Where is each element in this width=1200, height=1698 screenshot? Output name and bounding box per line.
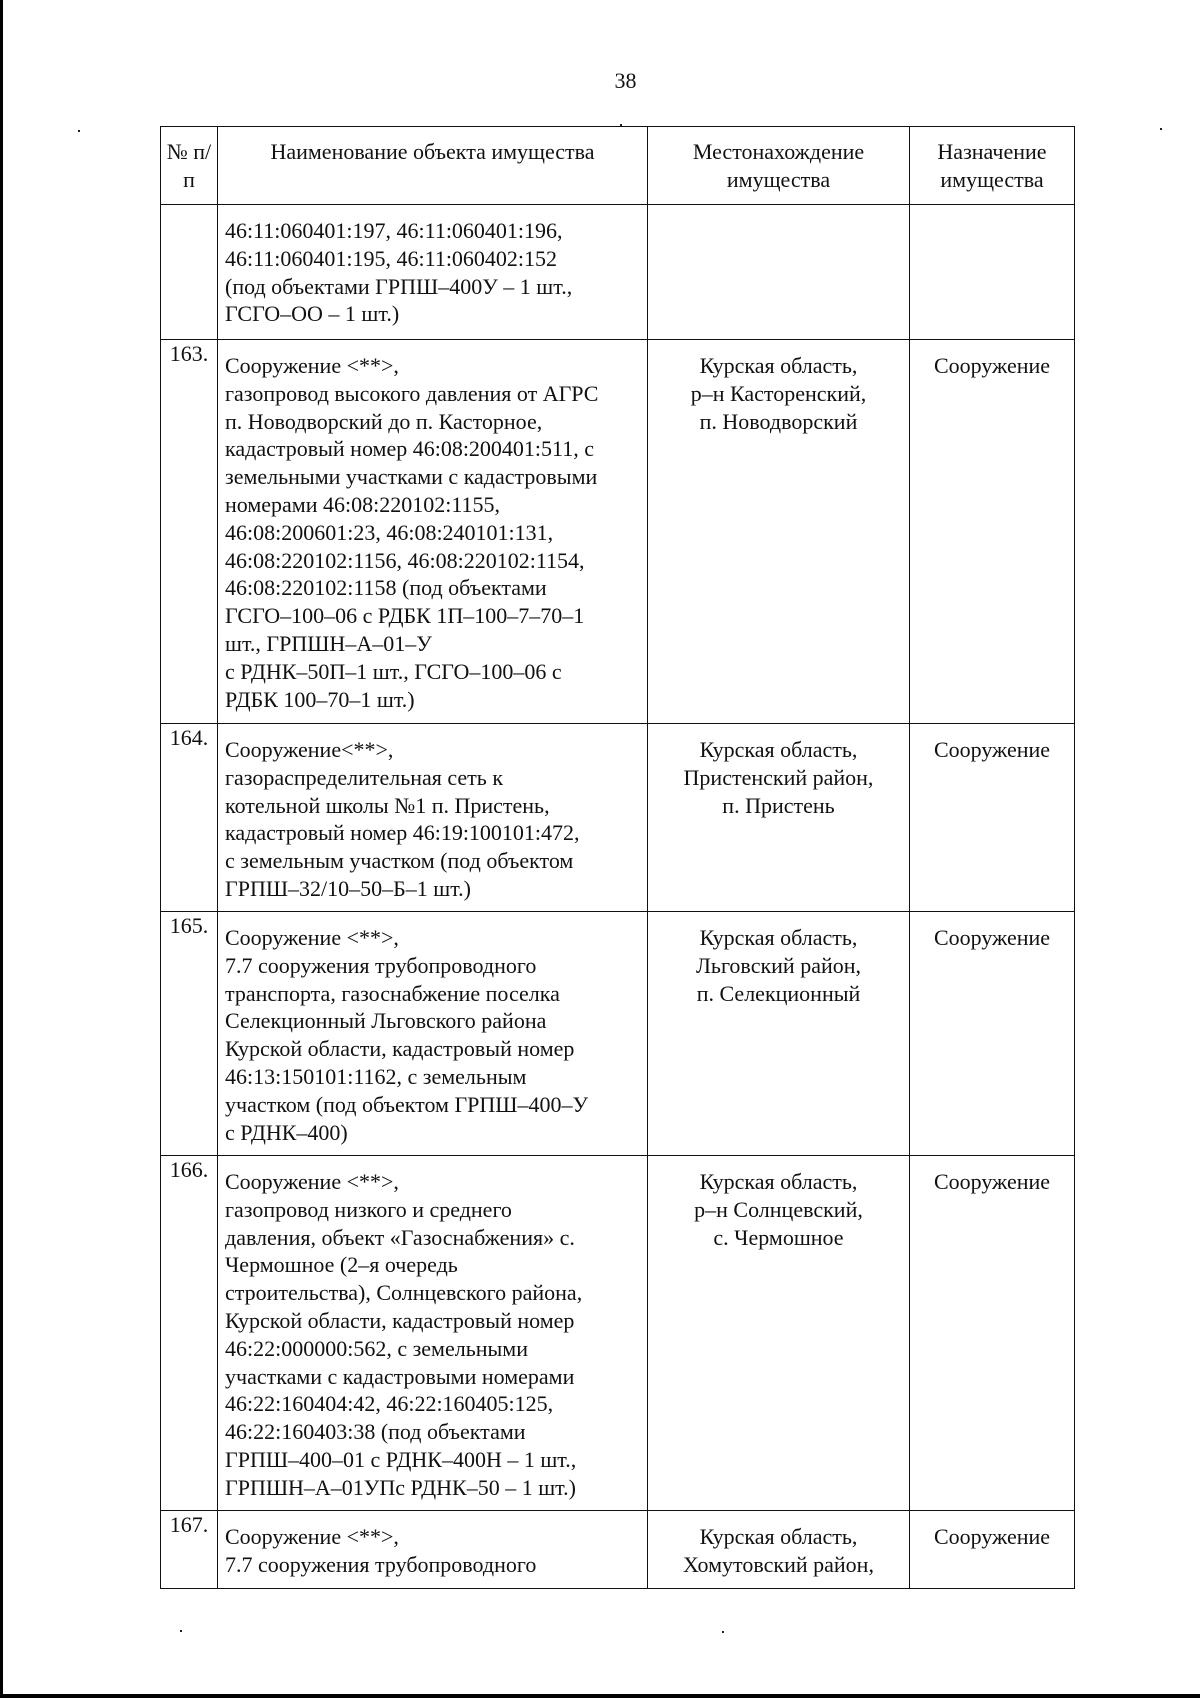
property-table bbox=[160, 126, 1075, 1589]
row-number: 163. bbox=[161, 340, 218, 724]
header-num: № п/п bbox=[161, 127, 218, 205]
object-purpose bbox=[910, 205, 1075, 340]
header-purpose: Назначение имущества bbox=[910, 127, 1075, 205]
object-name: 46:11:060401:197, 46:11:060401:196, 46:11:060401:195, 46:11:060402:152 (под объектами ГРПШ–400У – 1 шт., ГСГО–ОО – 1 шт.) bbox=[218, 205, 648, 340]
object-location: Курская область, Хомутовский район, bbox=[648, 1511, 910, 1589]
scan-speck bbox=[78, 130, 80, 132]
table-row bbox=[161, 1511, 1075, 1589]
row-number bbox=[161, 205, 218, 340]
scan-edge-left bbox=[0, 0, 3, 1698]
table-header-row bbox=[161, 127, 1075, 205]
table-row bbox=[161, 340, 1075, 724]
table-row bbox=[161, 724, 1075, 912]
page-number: 38 bbox=[614, 68, 637, 93]
scan-speck bbox=[722, 1631, 724, 1633]
object-location: Курская область, Льговский район, п. Селекционный bbox=[648, 912, 910, 1156]
row-number: 164. bbox=[161, 724, 218, 912]
row-number: 166. bbox=[161, 1156, 218, 1511]
object-name: Сооружение <**>, 7.7 сооружения трубопроводного bbox=[218, 1511, 648, 1589]
header-name: Наименование объекта имущества bbox=[218, 127, 648, 205]
header-location: Местонахождение имущества bbox=[648, 127, 910, 205]
row-number: 167. bbox=[161, 1511, 218, 1589]
object-purpose: Сооружение bbox=[910, 340, 1075, 724]
table-row bbox=[161, 1156, 1075, 1511]
table-row bbox=[161, 205, 1075, 340]
object-name: Сооружение <**>, 7.7 сооружения трубопроводного транспорта, газоснабжение поселка Селекционный Льговского района Курской области, кадастровый номер 46:13:150101:1162, с земельным участком (под объектом ГРПШ–400–У с РДНК–400) bbox=[218, 912, 648, 1156]
table-row bbox=[161, 912, 1075, 1156]
object-name: Сооружение <**>, газопровод высокого давления от АГРС п. Новодворский до п. Касторное, кадастровый номер 46:08:200401:511, с земельными участками с кадастровыми номерами 46:08:220102:1155, 46:08:200601:23, 46:08:240101:131, 46:08:220102:1156, 46:08:220102:1154, 46:08:220102:1158 (под объектами ГСГО–100–06 с РДБК 1П–100–7–70–1 шт., ГРПШН–А–01–У с РДНК–50П–1 шт., ГСГО–100–06 с РДБК 100–70–1 шт.) bbox=[218, 340, 648, 724]
object-location: Курская область, Пристенский район, п. Пристень bbox=[648, 724, 910, 912]
scan-speck bbox=[1160, 128, 1162, 130]
scan-speck bbox=[180, 1630, 182, 1632]
object-location: Курская область, р–н Солнцевский, с. Чермошное bbox=[648, 1156, 910, 1511]
object-purpose: Сооружение bbox=[910, 724, 1075, 912]
object-location bbox=[648, 205, 910, 340]
scan-edge-bottom bbox=[0, 1694, 1200, 1698]
object-location: Курская область, р–н Касторенский, п. Новодворский bbox=[648, 340, 910, 724]
object-purpose: Сооружение bbox=[910, 912, 1075, 1156]
object-purpose: Сооружение bbox=[910, 1156, 1075, 1511]
object-name: Сооружение<**>, газораспределительная сеть к котельной школы №1 п. Пристень, кадастровый номер 46:19:100101:472, с земельным участком (под объектом ГРПШ–32/10–50–Б–1 шт.) bbox=[218, 724, 648, 912]
row-number: 165. bbox=[161, 912, 218, 1156]
object-name: Сооружение <**>, газопровод низкого и среднего давления, объект «Газоснабжения» с. Чермошное (2–я очередь строительства), Солнцевского района, Курской области, кадастровый номер 46:22:000000:562, с земельными участками с кадастровыми номерами 46:22:160404:42, 46:22:160405:125, 46:22:160403:38 (под объектами ГРПШ–400–01 с РДНК–400Н – 1 шт., ГРПШН–А–01УПс РДНК–50 – 1 шт.) bbox=[218, 1156, 648, 1511]
object-purpose: Сооружение bbox=[910, 1511, 1075, 1589]
scan-speck bbox=[620, 124, 622, 126]
